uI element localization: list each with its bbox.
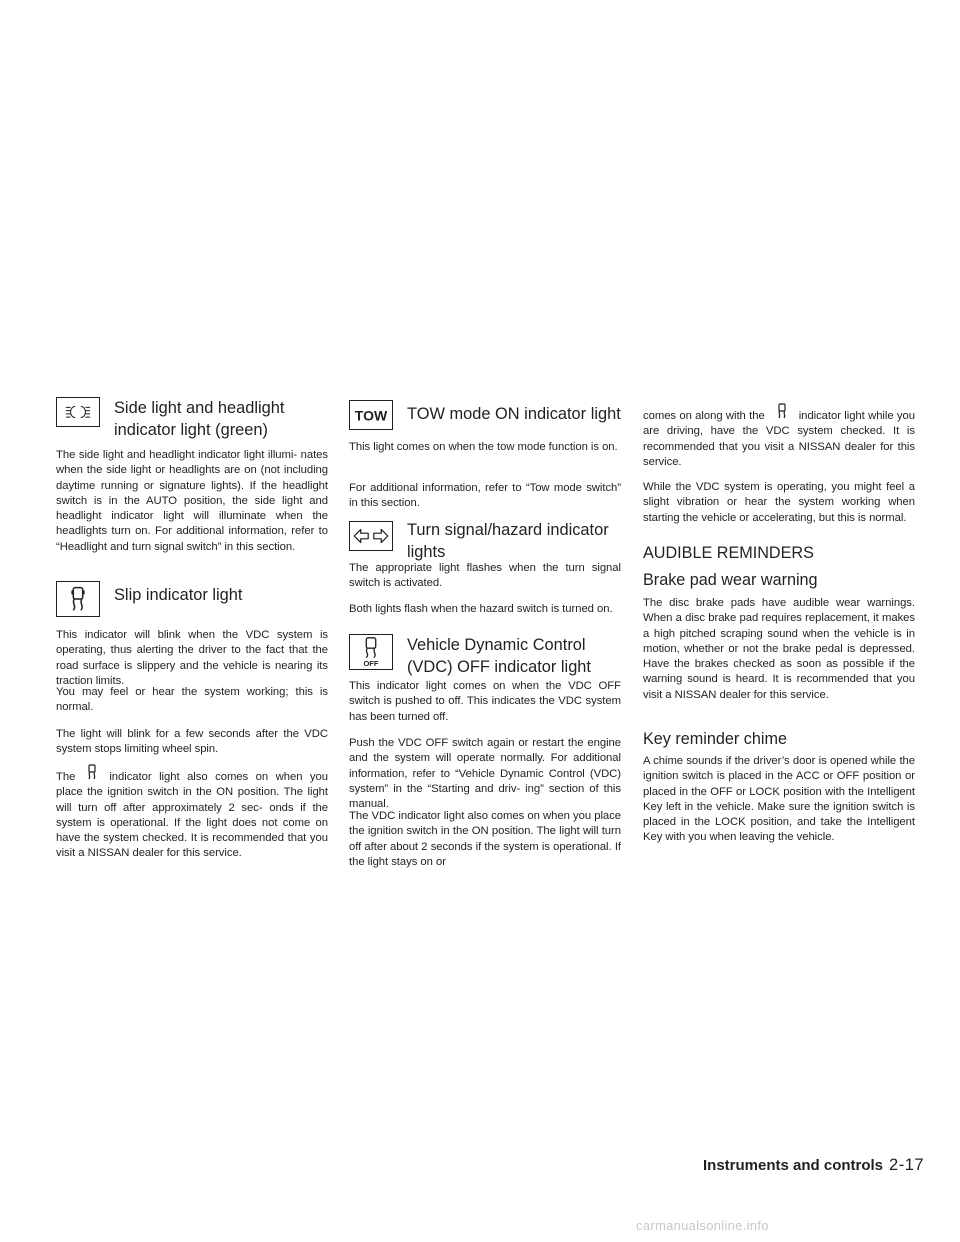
slip-inline-icon (75, 768, 109, 782)
turn-text-1: The appropriate light flashes when the turn signal switch is activated. (349, 562, 621, 590)
footer-section-title: Instruments and controls (703, 1157, 884, 1174)
side-light-heading: Side light and headlight indicator light (green) (114, 399, 285, 439)
slip-inline-icon-2 (765, 407, 799, 421)
vdc-off-heading: Vehicle Dynamic Control (VDC) OFF indicator light (407, 636, 591, 676)
page-footer (703, 1155, 924, 1176)
vdc-continued-text: comes on along with the indicator light while you are driving, have the VDC system checked. It is recommended that you visit a NISSAN dealer for this service. (643, 407, 915, 470)
watermark: carmanualsonline.info (636, 1218, 769, 1233)
key-reminder-heading: Key reminder chime (643, 730, 787, 748)
svg-text:TOW: TOW (354, 407, 388, 424)
page-number: 2-17 (889, 1156, 925, 1174)
tow-icon (349, 400, 393, 430)
vdc-text-3: The VDC indicator light also comes on when you place the ignition switch in the ON position. The light will turn off after about 2 seconds if the system is operational. If the light stays on or (349, 810, 621, 868)
slip-text-4: The indicator light also comes on when you place the ignition switch in the ON position. The light will turn off after approximately 2 sec- onds if the system is operational. If the light does not come on have the system checked. It is recommended that you visit a NISSAN dealer for this service. (56, 768, 328, 862)
turn-text-2: Both lights flash when the hazard switch is turned on. (349, 603, 613, 615)
vdc-operating-text: While the VDC system is operating, you might feel a slight vibration or hear the system working when starting the vehicle or accelerating, but this is normal. (643, 481, 915, 524)
tow-text-1: This light comes on when the tow mode function is on. (349, 441, 618, 453)
svg-text:OFF: OFF (363, 659, 379, 669)
slip-text-3: The light will blink for a few seconds after the VDC system stops limiting wheel spin. (56, 728, 328, 756)
slip-text-1: This indicator will blink when the VDC system is operating, thus alerting the driver to the fact that the road surface is slippery and the vehicle is nearing its traction limits. (56, 629, 328, 687)
slip-indicator-icon (56, 581, 100, 617)
side-light-headlight-icon (56, 397, 100, 427)
key-reminder-text: A chime sounds if the driver’s door is opened while the ignition switch is placed in the ACC or OFF position or placed in the OFF or LOCK position with the Intelligent Key left in the vehicle. Make sure the ignition switch is placed in the LOCK position, and take the Intelligent Key with you when leaving the vehicle. (643, 755, 915, 844)
slip-indicator-heading: Slip indicator light (114, 586, 243, 604)
tow-heading: TOW mode ON indicator light (407, 405, 621, 423)
side-light-text: The side light and headlight indicator light illumi- nates when the side light or headlights are on (not including daytime running or signature lights). If the headlight switch is in the AUTO position, the side light and headlight indicator light will illuminate when the headlights turn on. For additional information, refer to “Headlight and turn signal switch” in this section. (56, 449, 328, 553)
vdc-text-2: Push the VDC OFF switch again or restart the engine and the system will operate normally. For additional information, refer to “Vehicle Dynamic Control (VDC) system” in the “Starting and driv- ing” section of this manual. (349, 737, 621, 811)
brake-pad-text: The disc brake pads have audible wear warnings. When a disc brake pad requires replacement, it makes a high pitched scraping sound when the vehicle is in motion, whether or not the brake pedal is depressed. Have the brakes checked as soon as possible if the warning sound is heard. It is recommended that you visit a NISSAN dealer for this service. (643, 597, 915, 701)
brake-pad-heading: Brake pad wear warning (643, 571, 818, 589)
tow-text-2: For additional information, refer to “Tow mode switch” in this section. (349, 482, 621, 510)
turn-signal-heading: Turn signal/hazard indicator lights (407, 521, 609, 561)
slip-text-2: You may feel or hear the system working; this is normal. (56, 686, 328, 714)
vdc-off-icon (349, 634, 393, 670)
vdc-text-1: This indicator light comes on when the VDC OFF switch is pushed to off. This indicates the VDC system has been turned off. (349, 680, 621, 723)
turn-signal-arrows-icon (349, 521, 393, 551)
audible-reminders-heading: AUDIBLE REMINDERS (643, 544, 814, 562)
